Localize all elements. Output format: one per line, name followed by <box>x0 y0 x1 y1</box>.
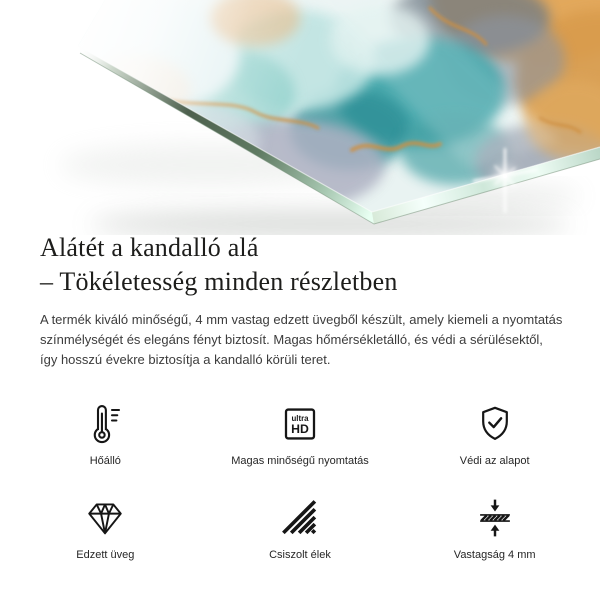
feature-label: Csiszolt élek <box>269 549 331 561</box>
feature-label: Edzett üveg <box>76 549 135 561</box>
feature-polished-edges <box>203 491 398 585</box>
polished-edges-icon <box>279 497 321 539</box>
feature-base-protection <box>397 397 592 491</box>
feature-print-quality <box>203 397 398 491</box>
feature-label: Hőálló <box>89 455 121 467</box>
ultra-hd-icon <box>279 403 321 445</box>
page-title-line2: – Tökéletesség minden részletben <box>40 267 398 296</box>
shield-check-icon <box>474 403 516 445</box>
diamond-icon <box>84 497 126 539</box>
product-image <box>0 0 600 235</box>
feature-label: Védi az alapot <box>459 455 530 467</box>
ultra-hd-badge-bottom: HD <box>291 422 309 437</box>
page-title-line1: Alátét a kandalló alá <box>40 233 259 262</box>
feature-heat-resistant <box>8 397 203 491</box>
page-title <box>40 231 398 299</box>
features-grid <box>8 397 592 585</box>
feature-label: Vastagság 4 mm <box>453 549 536 561</box>
thickness-arrows-icon <box>474 497 516 539</box>
feature-thickness <box>397 491 592 585</box>
feature-tempered-glass <box>8 491 203 585</box>
ultra-hd-badge-top: ultra <box>291 413 309 423</box>
thermometer-icon <box>84 403 126 445</box>
glass-panel-illustration <box>0 0 600 235</box>
feature-label: Magas minőségű nyomtatás <box>231 455 369 467</box>
product-description: A termék kiváló minőségű, 4 mm vastag edzett üvegből készült, amely kiemeli a nyomtatás színmélységét és elegáns fényt biztosít. Magas hőmérsékletálló, és védi a sérülésektől, így hosszú évekre biztosítja a kandalló körüli teret. <box>40 312 563 367</box>
